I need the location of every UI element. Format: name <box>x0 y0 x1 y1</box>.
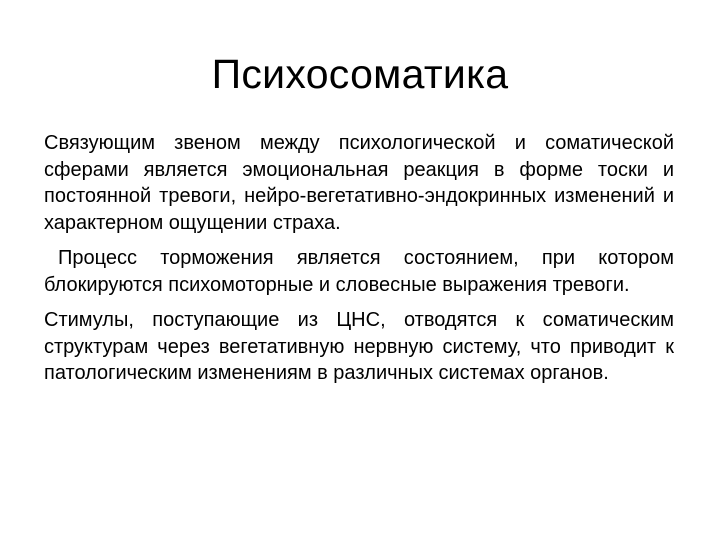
slide-title: Психосоматика <box>211 51 509 97</box>
slide-body <box>44 130 674 396</box>
paragraph-emotional-reaction: Связующим звеном между психологической и соматической сферами является эмоциональная реакция в форме тоски и постоянной тревоги, нейро-вегетативно-эндокринных изменений и характерном ощущении страха. <box>44 132 674 234</box>
paragraph-inhibition: Процесс торможения является состоянием, при котором блокируются психомоторные и словесные выражения тревоги. <box>44 247 674 296</box>
paragraph-cns-stimuli: Стимулы, поступающие из ЦНС, отводятся к соматическим структурам через вегетативную нервную систему, что приводит к патологическим изменениям в различных системах органов. <box>44 309 674 384</box>
